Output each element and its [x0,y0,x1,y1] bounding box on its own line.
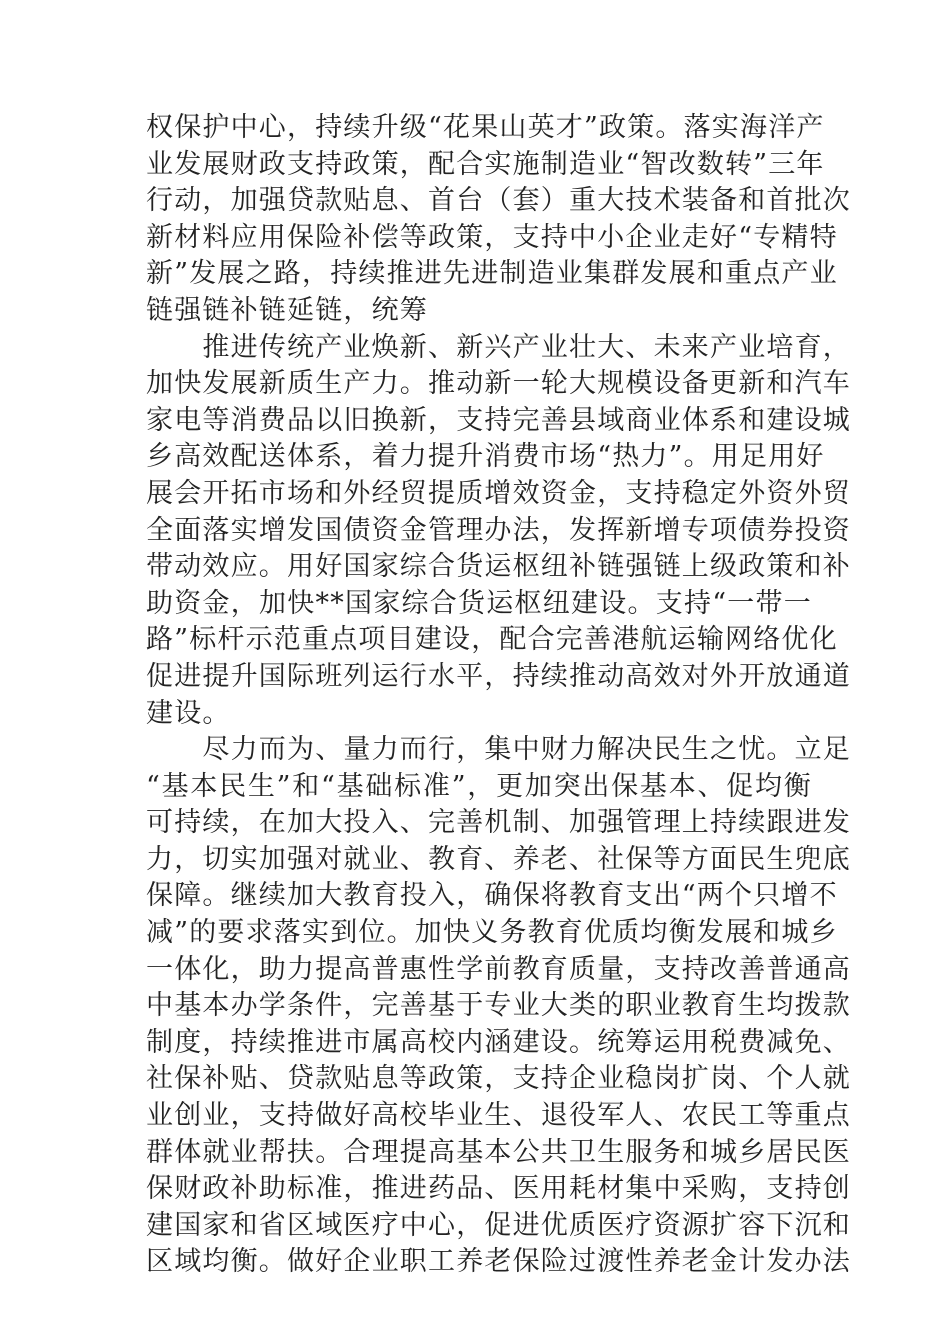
body-text [146,110,851,1281]
text-line: 乡高效配送体系，着力提升消费市场“热力”。用足用好 [146,441,825,473]
text-line: 展会开拓市场和外经贸提质增效资金，支持稳定外资外贸 [146,477,851,509]
text-line: 建国家和省区域医疗中心，促进优质医疗资源扩容下沉和 [146,1209,851,1241]
text-line: 制度，持续推进市属高校内涵建设。统筹运用税费减免、 [146,1026,851,1058]
text-line: 促进提升国际班列运行水平，持续推动高效对外开放通道 [146,660,851,692]
text-line: 路”标杆示范重点项目建设，配合完善港航运输网络优化 [146,624,838,656]
text-line: 业发展财政支持政策，配合实施制造业“智改数转”三年 [146,148,825,180]
text-line: 可持续，在加大投入、完善机制、加强管理上持续跟进发 [146,807,851,839]
text-line: 加快发展新质生产力。推动新一轮大规模设备更新和汽车 [146,368,851,400]
text-line: 行动，加强贷款贴息、首台（套）重大技术装备和首批次 [146,185,851,217]
text-line: 助资金，加快**国家综合货运枢纽建设。支持“一带一 [146,587,812,619]
text-line: 带动效应。用好国家综合货运枢纽补链强链上级政策和补 [146,551,851,583]
text-line: 尽力而为、量力而行，集中财力解决民生之忧。立足 [146,734,851,766]
text-line: “基本民生”和“基础标准”，更加突出保基本、促均衡 [146,770,812,802]
text-line: 链强链补链延链，统筹 [146,294,428,326]
text-line: 业创业，支持做好高校毕业生、退役军人、农民工等重点 [146,1100,851,1132]
text-line: 群体就业帮扶。合理提高基本公共卫生服务和城乡居民医 [146,1136,851,1168]
text-line: 权保护中心，持续升级“花果山英才”政策。落实海洋产 [146,112,825,143]
text-line: 家电等消费品以旧换新，支持完善县域商业体系和建设城 [146,404,851,436]
text-line: 全面落实增发国债资金管理办法，发挥新增专项债券投资 [146,514,851,546]
text-line: 一体化，助力提高普惠性学前教育质量，支持改善普通高 [146,953,851,985]
text-line: 保财政补助标准，推进药品、医用耗材集中采购，支持创 [146,1173,851,1205]
text-line: 新材料应用保险补偿等政策，支持中小企业走好“专精特 [146,221,838,253]
text-line: 保障。继续加大教育投入，确保将教育支出“两个只增不 [146,880,838,912]
text-line: 力，切实加强对就业、教育、养老、社保等方面民生兜底 [146,843,851,875]
text-line: 推进传统产业焕新、新兴产业壮大、未来产业培育， [146,331,851,363]
text-line: 中基本办学条件，完善基于专业大类的职业教育生均拨款 [146,990,851,1022]
text-line: 减”的要求落实到位。加快义务教育优质均衡发展和城乡 [146,917,838,949]
text-line: 社保补贴、贷款贴息等政策，支持企业稳岗扩岗、个人就 [146,1063,851,1095]
text-line: 新”发展之路，持续推进先进制造业集群发展和重点产业 [146,258,838,290]
text-line: 建设。 [146,697,231,729]
text-line: 区域均衡。做好企业职工养老保险过渡性养老金计发办法 [146,1246,851,1278]
